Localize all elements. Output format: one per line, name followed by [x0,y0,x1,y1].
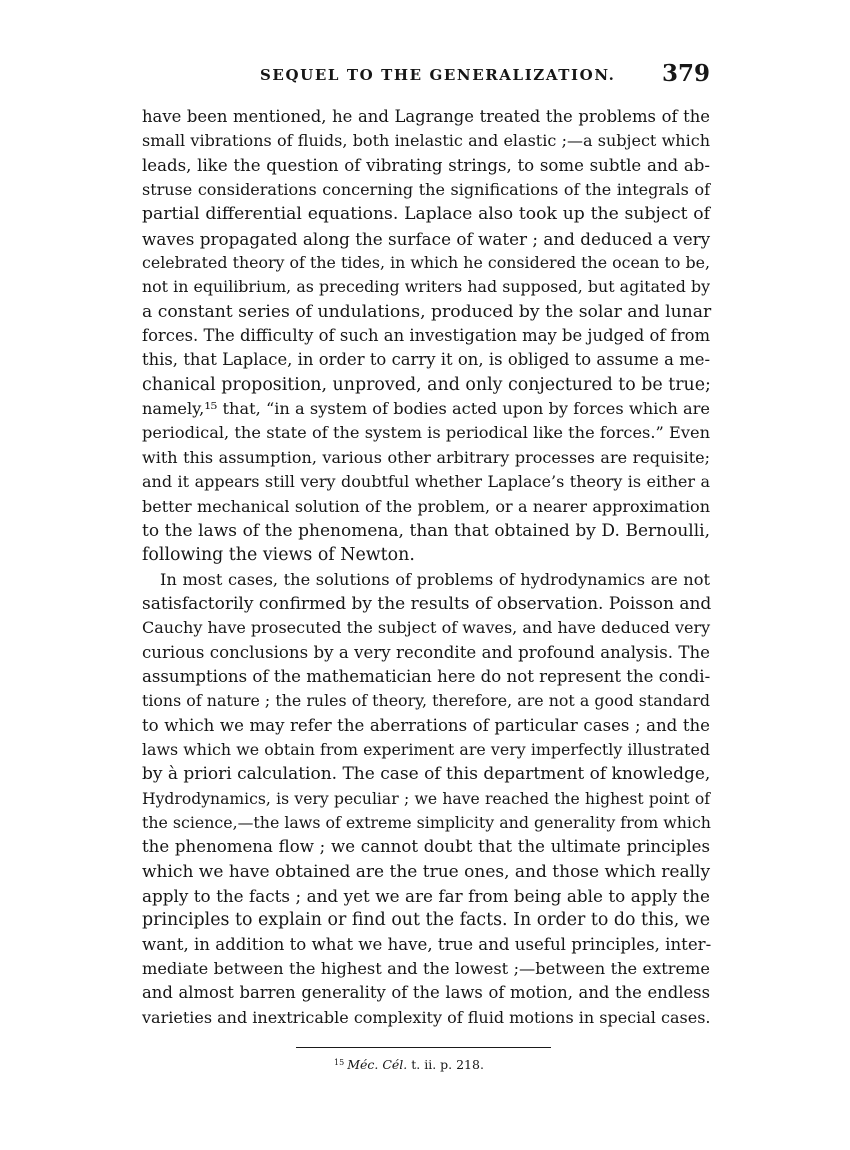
text-line: not in equilibrium, as preceding writers had supposed, but agitated by [142,277,710,297]
footnote [334,1057,484,1072]
text-line: to the laws of the phenomena, than that obtained by D. Bernoulli, [142,520,710,541]
text-line: apply to the facts ; and yet we are far from being able to apply the [142,886,710,906]
text-line: by à priori calculation. The case of this department of knowledge, [142,764,711,785]
footnote-reference: t. ii. p. 218. [407,1057,484,1072]
text-line: want, in addition to what we have, true and useful principles, inter- [142,934,712,954]
text-line: chanical proposition, unproved, and only conjectured to be true; [142,374,711,395]
text-line: tions of nature ; the rules of theory, therefore, are not a good standard [142,691,710,711]
text-line: with this assumption, various other arbitrary processes are requisite; [142,447,710,467]
text-line: a constant series of undulations, produced by the solar and lunar [142,301,712,322]
text-line: periodical, the state of the system is periodical like the forces.” Even [142,423,710,443]
text-line: Cauchy have prosecuted the subject of waves, and have deduced very [142,618,711,638]
footnote-marker: 15 [334,1058,345,1067]
text-line: principles to explain or find out the facts. In order to do this, we [142,910,710,931]
text-line: and almost barren generality of the laws of motion, and the endless [142,983,710,1003]
text-line: partial differential equations. Laplace also took up the subject of [142,204,710,225]
text-line: leads, like the question of vibrating strings, to some subtle and ab- [142,155,710,175]
text-line: the phenomena flow ; we cannot doubt that the ultimate principles [142,837,710,857]
text-line: varieties and inextricable complexity of fluid motions in special cases. [142,1007,711,1027]
text-line: curious conclusions by a very recondite and profound analysis. The [142,642,710,662]
text-line: satisfactorily confirmed by the results of observation. Poisson and [142,593,712,614]
running-head [142,60,710,94]
footnote-source: Méc. Cél. [347,1057,408,1072]
text-line: better mechanical solution of the problem, or a nearer approximation [142,496,710,516]
page-number: 379 [661,60,710,87]
running-title: SEQUEL TO THE GENERALIZATION. [260,66,616,84]
text-line: and it appears still very doubtful whether Laplace’s theory is either a [142,472,710,492]
text-line: the science,—the laws of extreme simplicity and generality from which [142,812,711,832]
text-line: forces. The difficulty of such an investigation may be judged of from [142,326,710,346]
text-line: mediate between the highest and the lowest ;—between the extreme [142,959,710,979]
text-line: to which we may refer the aberrations of particular cases ; and the [142,715,710,735]
text-line: assumptions of the mathematician here do not represent the condi- [142,666,711,686]
text-line: this, that Laplace, in order to carry it on, is obliged to assume a me- [142,350,710,370]
text-line: laws which we obtain from experiment are very imperfectly illustrated [142,739,710,759]
footnote-divider [296,1047,551,1048]
text-line: following the views of Newton. [142,545,415,566]
text-line: namely,¹⁵ that, “in a system of bodies acted upon by forces which are [142,399,710,419]
text-line: waves propagated along the surface of water ; and deduced a very [142,228,711,249]
text-line: small vibrations of fluids, both inelastic and elastic ;—a subject which [142,131,710,151]
text-line: have been mentioned, he and Lagrange treated the problems of the [142,107,710,126]
text-line: which we have obtained are the true ones, and those which really [142,861,711,882]
text-line: celebrated theory of the tides, in which he considered the ocean to be, [142,253,710,273]
text-line: struse considerations concerning the significations of the integrals of [142,180,710,200]
text-line: In most cases, the solutions of problems of hydrodynamics are not [160,569,710,589]
body-text [142,105,710,1030]
text-line: Hydrodynamics, is very peculiar ; we have reached the highest point of [142,789,710,808]
